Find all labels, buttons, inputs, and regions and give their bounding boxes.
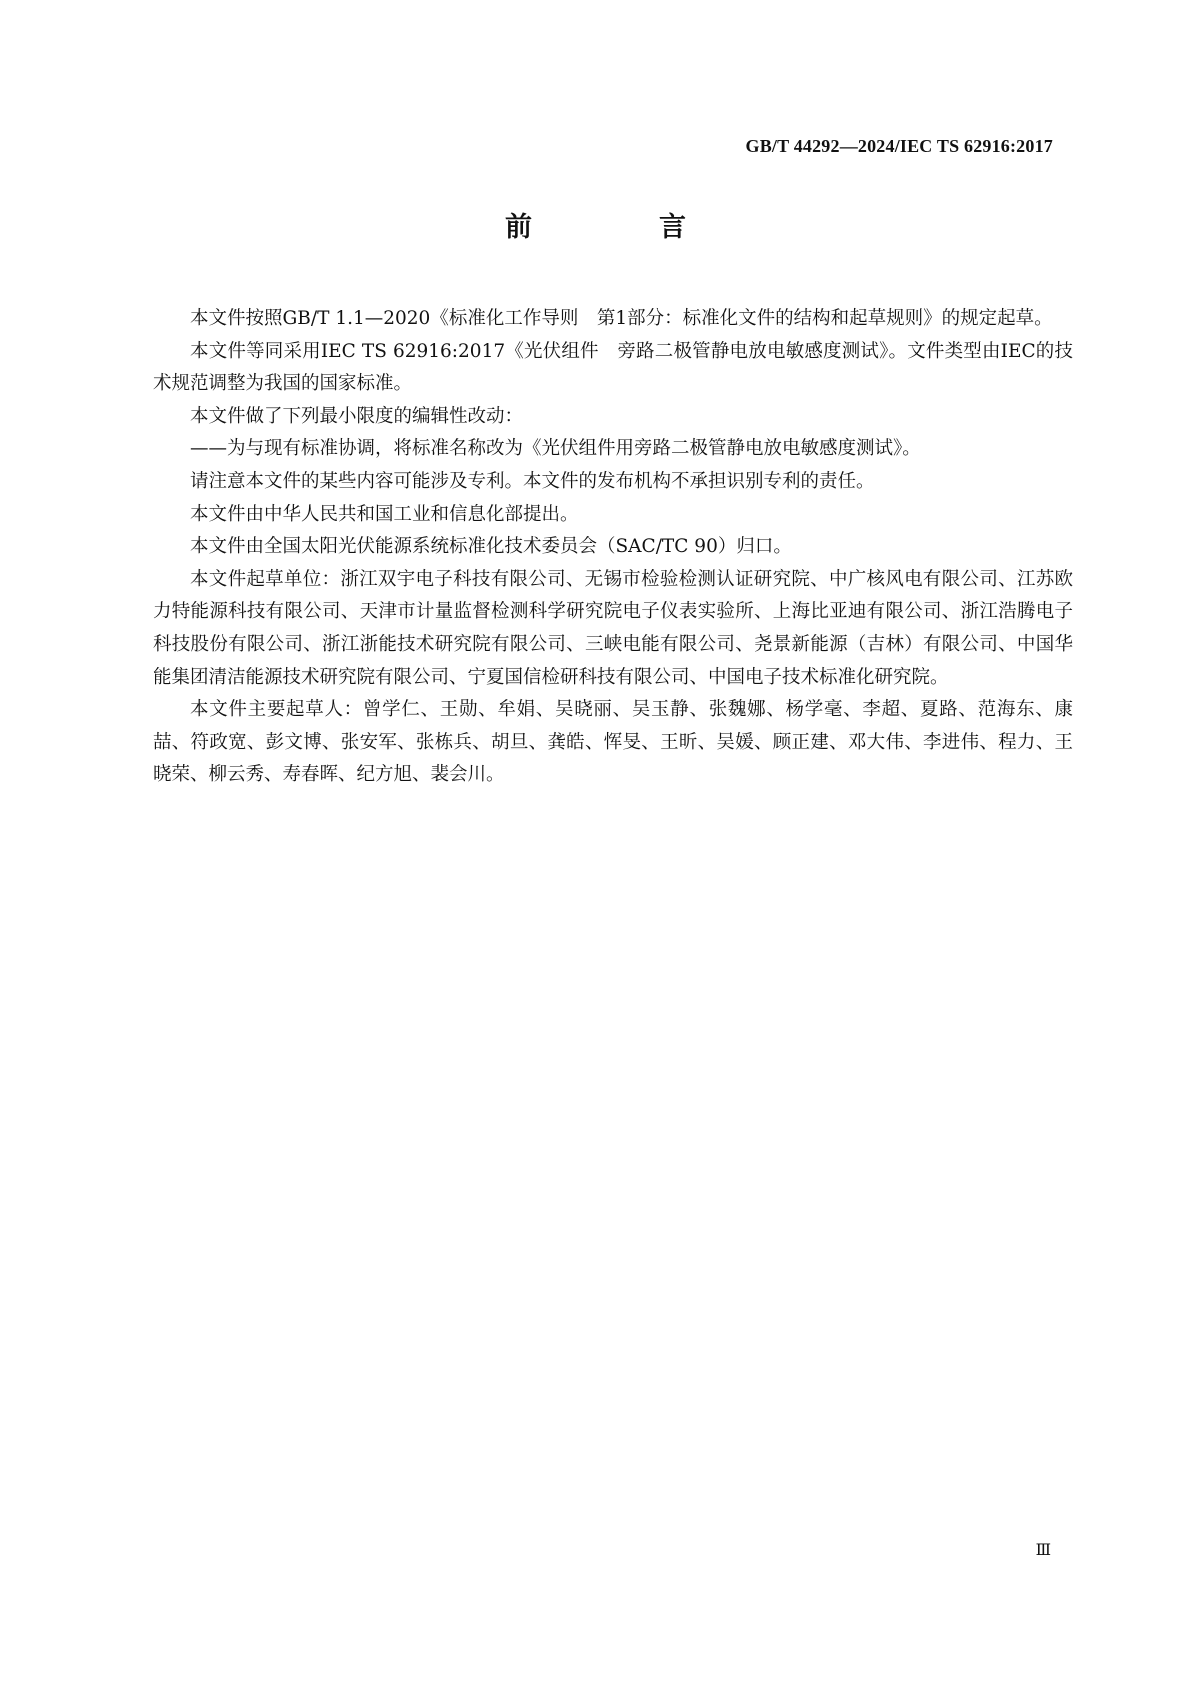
paragraph-editorial-changes: 本文件做了下列最小限度的编辑性改动：: [190, 405, 524, 427]
page-number: Ⅲ: [1035, 1542, 1051, 1559]
page-title: 前 言: [505, 212, 736, 243]
standard-code: GB/T 44292—2024/IEC TS 62916:2017: [745, 136, 1053, 156]
list-item-editorial-change: ——为与现有标准协调，将标准名称改为《光伏组件用旁路二极管静电放电敏感度测试》。: [190, 438, 921, 460]
paragraph-drafters: 本文件主要起草人：曾学仁、王勋、牟娟、吴晓丽、吴玉静、张魏娜、杨学毫、李超、夏路、范海东、康喆、符政宽、彭文博、张安军、张栋兵、胡旦、龚皓、恽旻、王昕、吴媛、顾正建、邓大伟、李进伟、程力、王晓荣、柳云秀、寿春晖、纪方旭、裴会川。: [153, 699, 1073, 786]
paragraph-drafting-organizations: 本文件起草单位：浙江双宇电子科技有限公司、无锡市检验检测认证研究院、中广核风电有限公司、江苏欧力特能源科技有限公司、天津市计量监督检测科学研究院电子仪表实验所、上海比亚迪有限公司、浙江浩腾电子科技股份有限公司、浙江浙能技术研究院有限公司、三峡电能有限公司、尧景新能源（吉林）有限公司、中国华能集团清洁能源技术研究院有限公司、宁夏国信检研科技有限公司、中国电子技术标准化研究院。: [153, 568, 1073, 688]
paragraph-adoption: 本文件等同采用IEC TS 62916:2017《光伏组件 旁路二极管静电放电敏感度测试》。文件类型由IEC的技术规范调整为我国的国家标准。: [153, 340, 1073, 395]
paragraph-technical-committee: 本文件由全国太阳光伏能源系统标准化技术委员会（SAC/TC 90）归口。: [190, 536, 792, 558]
paragraph-patent-notice: 请注意本文件的某些内容可能涉及专利。本文件的发布机构不承担识别专利的责任。: [190, 470, 875, 492]
foreword-body: [153, 303, 1073, 792]
paragraph-proposed-by: 本文件由中华人民共和国工业和信息化部提出。: [190, 503, 579, 525]
paragraph-drafting-rules: 本文件按照GB/T 1.1—2020《标准化工作导则 第1部分：标准化文件的结构和起草规则》的规定起草。: [190, 308, 1053, 329]
